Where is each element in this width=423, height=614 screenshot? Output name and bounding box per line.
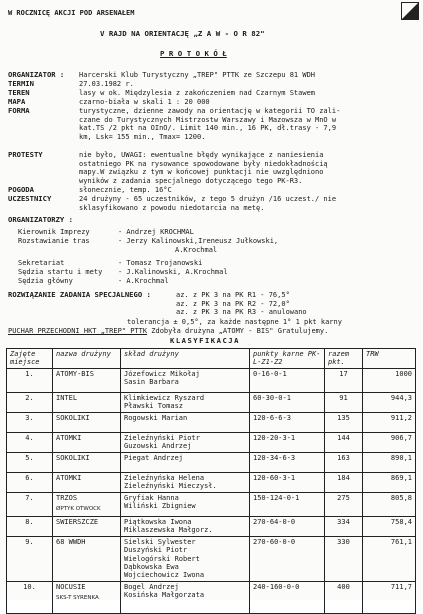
cell-penalty: 60-30-0-1: [250, 392, 325, 412]
cell-place: 9.: [7, 536, 53, 581]
role-label: Sekretariat: [18, 259, 65, 267]
cell-place: 8.: [7, 516, 53, 536]
cell-place: 10.: [7, 581, 53, 613]
member-name: Sielski Sylwester: [124, 537, 196, 546]
weather-value: słonecznie, temp. 16°C: [79, 186, 172, 194]
cell-members: [121, 536, 250, 581]
team-name: 68 WWDH: [56, 537, 86, 546]
member-name: Duszyński Piotr: [124, 546, 188, 555]
map-label: MAPA: [8, 97, 26, 106]
role-names: - A.Krochmal: [118, 277, 169, 285]
classification-heading: KLASYFIKACJA: [170, 336, 240, 345]
protests-line: nie było, UWAGI: ewentualne błędy wynikające z naniesienia: [79, 151, 324, 159]
cell-place: 3.: [7, 412, 53, 432]
cell-trw: 711,7: [363, 581, 416, 613]
rally-title: V RAJD NA ORIENTACJĘ „Z A W - O R 82": [100, 29, 265, 38]
member-name: Rogowski Marian: [124, 413, 188, 422]
organizer-label: ORGANIZATOR :: [8, 70, 65, 79]
cell-trw: 890,1: [363, 452, 416, 472]
member-name: Piątkowska Iwona: [124, 517, 192, 526]
date-value: 27.03.1982 r.: [79, 80, 134, 88]
cell-penalty: 120-6-6-3: [250, 412, 325, 432]
table-row: [7, 452, 416, 472]
cup-winner: Zdobyła drużyna „ATOMY - BIS" Gratulujemy.: [147, 327, 329, 335]
member-name: Sasin Barbara: [124, 378, 179, 387]
cell-total: 334: [325, 516, 363, 536]
member-name: Miklaszewska Małgorz.: [124, 526, 213, 535]
table-row: [7, 368, 416, 392]
area-label: TEREN: [8, 88, 30, 97]
cell-total: 184: [325, 472, 363, 492]
cell-total: 144: [325, 432, 363, 452]
cell-team: [53, 368, 121, 392]
protests-line: wyników z zadania specjalnego dotyczącego tego PK-R3.: [79, 176, 303, 185]
role-names: - J.Kalinowski, A.Krochmal: [118, 268, 228, 276]
table-row: [7, 536, 416, 581]
cell-team: [53, 412, 121, 432]
form-line: turystyczne, dzienne zawody na orientację w kategorii TO zali-: [79, 107, 341, 115]
team-name: ATOMY-BIS: [56, 369, 94, 378]
team-club-note: ØPTYK OTWOCK: [56, 506, 101, 513]
cell-penalty: 120-20-3-1: [250, 432, 325, 452]
role-label: Kierownik Imprezy: [18, 228, 90, 236]
cell-trw: 944,3: [363, 392, 416, 412]
form-line: kat.TS /2 pkt na OInO/. Limit 140 min., 16 PK, dł.trasy - 7,9: [79, 124, 337, 133]
member-name: Piegat Andrzej: [124, 453, 184, 462]
team-name: ATOMKI: [56, 433, 82, 442]
cell-members: [121, 452, 250, 472]
member-name: Wielogórski Robert: [124, 554, 200, 563]
role-label: Sędzia startu i mety: [18, 268, 103, 276]
member-name: Dąbkowska Ewa: [124, 563, 179, 572]
team-name: INTEL: [56, 393, 78, 402]
protocol-title: P R O T O K Ó Ł: [160, 49, 227, 58]
cell-trw: 869,1: [363, 472, 416, 492]
area-value: lasy w ok. Międzylesia z zakończeniem nad Czarnym Stawem: [79, 89, 316, 97]
cell-trw: 1000: [363, 368, 416, 392]
organizer-value: Harcerski Klub Turystyczny „TREP" PTTK ze Szczepu 81 WDH: [79, 71, 316, 79]
form-label: FORMA: [8, 106, 30, 115]
col-header-members: skład drużyny: [121, 349, 250, 369]
protests-label: PROTESTY: [8, 150, 43, 159]
cell-trw: 911,2: [363, 412, 416, 432]
cell-place: 1.: [7, 368, 53, 392]
cell-place: 4.: [7, 432, 53, 452]
col-header-place: Zajęte miejsce: [7, 349, 53, 369]
cell-trw: 761,1: [363, 536, 416, 581]
col-header-penalty: punkty karne PK-L-Z1-Z2: [250, 349, 325, 369]
table-header-row: [7, 349, 416, 369]
team-name: NOCUSIE: [56, 582, 86, 591]
cell-total: 91: [325, 392, 363, 412]
cell-team: [53, 536, 121, 581]
cell-total: 135: [325, 412, 363, 432]
cell-members: [121, 516, 250, 536]
cell-team: [53, 472, 121, 492]
azimuth-line: az. z PK 3 na PK R2 - 72,0°: [176, 299, 290, 308]
tolerance-note: tolerancja ± 0,5°, za każde następne 1° 1 pkt karny: [127, 318, 342, 326]
cell-penalty: 270-60-0-0: [250, 536, 325, 581]
form-line: km, Lsk= 155 min., Tmax= 1200.: [79, 132, 206, 141]
col-header-team: nazwa drużyny: [53, 349, 121, 369]
col-header-trw: TRW: [363, 349, 416, 369]
date-label: TERMIN: [8, 79, 34, 88]
cell-team: [53, 392, 121, 412]
cell-place: 2.: [7, 392, 53, 412]
special-task-heading: ROZWIĄZANIE ZADANIA SPECJALNEGO :: [8, 290, 151, 299]
cell-place: 5.: [7, 452, 53, 472]
cell-total: 330: [325, 536, 363, 581]
cell-trw: 758,4: [363, 516, 416, 536]
col-header-total: razem pkt.: [325, 349, 363, 369]
cell-penalty: 120-34-6-3: [250, 452, 325, 472]
table-row: [7, 581, 416, 613]
member-name: Pławski Tomasz: [124, 402, 184, 411]
cell-trw: 906,7: [363, 432, 416, 452]
role-names: - Andrzej KROCHMAL: [118, 228, 194, 236]
team-name: TRZOS: [56, 493, 78, 502]
cell-place: 7.: [7, 492, 53, 516]
cell-penalty: 270-64-0-0: [250, 516, 325, 536]
team-name: SOKOLIKI: [56, 413, 90, 422]
cell-members: [121, 432, 250, 452]
organizers-heading: ORGANIZATORZY :: [8, 215, 73, 224]
orienteering-logo: [401, 2, 419, 20]
role-label: Sędzia główny: [18, 277, 73, 285]
special-task-answers: [176, 291, 307, 317]
member-name: Gryfiak Hanna: [124, 493, 179, 502]
protests-line: ostatniego PK na rysowance spowodowane były niedokładnością: [79, 159, 328, 168]
member-name: Zieleźnyński Piotr: [124, 433, 200, 442]
map-value: czarno-biała w skali 1 : 20 000: [79, 98, 210, 106]
member-name: Wojciechowicz Iwona: [124, 571, 205, 580]
azimuth-line: az. z PK 3 na PK R3 - anulowano: [176, 308, 307, 317]
cell-members: [121, 368, 250, 392]
participants-label: UCZESTNICY: [8, 194, 52, 203]
protests-line: mapy.W związku z tym w końcowej punktacji nie uwzględniono: [79, 168, 324, 177]
cell-trw: 805,8: [363, 492, 416, 516]
cell-members: [121, 412, 250, 432]
member-name: Wiliński Zbigniew: [124, 502, 196, 511]
cell-team: [53, 516, 121, 536]
cell-members: [121, 392, 250, 412]
participants-line: sklasyfikowano z powodu niedotarcia na metę.: [79, 203, 265, 212]
cell-penalty: 120-60-3-1: [250, 472, 325, 492]
cell-total: 17: [325, 368, 363, 392]
member-name: Józefowicz Mikołaj: [124, 369, 200, 378]
table-row: [7, 492, 416, 516]
table-row: [7, 392, 416, 412]
cell-team: [53, 432, 121, 452]
member-name: Bogel Andrzej: [124, 582, 179, 591]
table-row: [7, 516, 416, 536]
member-name: Klimkiewicz Ryszard: [124, 393, 205, 402]
cell-members: [121, 492, 250, 516]
member-name: Zieleźnyńska Helena: [124, 473, 205, 482]
member-name: Kosińska Małgorzata: [124, 591, 205, 600]
role-names: - Tomasz Trojanowski: [118, 259, 203, 267]
cell-team: [53, 581, 121, 613]
azimuth-line: az. z PK 3 na PK R1 - 76,5°: [176, 291, 290, 299]
cell-team: [53, 452, 121, 472]
cell-penalty: 150-124-0-1: [250, 492, 325, 516]
cup-title: PUCHAR PRZECHODNI HKT „TREP" PTTK: [8, 327, 148, 335]
table-row: [7, 412, 416, 432]
cell-penalty: 240-160-0-0: [250, 581, 325, 613]
table-row: [7, 432, 416, 452]
role-names: A.Krochmal: [175, 246, 218, 254]
cell-team: [53, 492, 121, 516]
participants-line: 24 drużyny - 65 uczestników, z tego 5 drużyn /16 uczest./ nie: [79, 195, 337, 203]
cell-total: 163: [325, 452, 363, 472]
cell-place: 6.: [7, 472, 53, 492]
team-club-note: SKS-T SYRENKA: [56, 595, 99, 602]
role-names: - Jerzy Kalinowski,Ireneusz Jułkowski,: [118, 237, 279, 245]
table-row: [7, 472, 416, 492]
cell-total: 275: [325, 492, 363, 516]
team-name: SOKOLIKI: [56, 453, 90, 462]
form-line: czane do Turystycznych Mistrzostw Warszawy i Mazowsza w MnO w: [79, 115, 337, 124]
member-name: Guzowski Andrzej: [124, 442, 192, 451]
cell-members: [121, 472, 250, 492]
team-name: SWIERSZCZE: [56, 517, 99, 526]
team-name: ATOMKI: [56, 473, 82, 482]
cell-penalty: 0-16-0-1: [250, 368, 325, 392]
cell-members: [121, 581, 250, 613]
cell-total: 400: [325, 581, 363, 613]
role-label: Rozstawianie tras: [18, 237, 90, 245]
anniversary-line: W ROCZNICĘ AKCJI POD ARSENAŁEM: [8, 9, 135, 17]
classification-table: [6, 348, 416, 614]
member-name: Zieleźnyński Mieczysł.: [124, 482, 217, 491]
weather-label: POGODA: [8, 185, 34, 194]
